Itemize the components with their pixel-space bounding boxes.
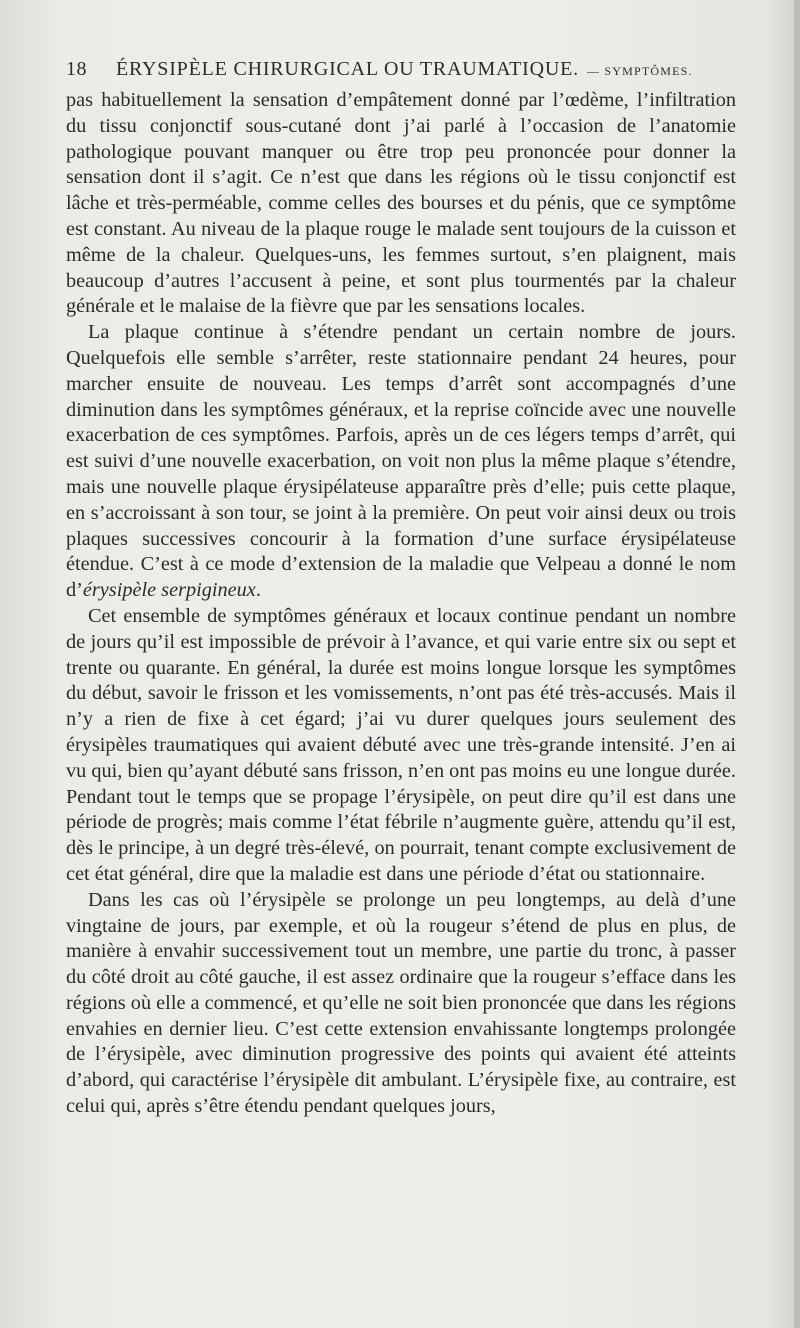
emphasized-term: érysipèle serpigineux bbox=[82, 579, 256, 602]
running-header bbox=[66, 58, 736, 81]
paragraph-tail: . bbox=[255, 579, 261, 602]
body-text bbox=[66, 88, 736, 1120]
paragraph: Cet ensemble de symptômes généraux et locaux continue pendant un nombre de jours qu’il est impossible de prévoir à l’avance, et qui varie entre six ou sept et trente ou quarante. En général, la durée est moins longue lorsque les symptômes du début, savoir le frisson et les vomissements, n’ont pas été très-accusés. Mais il n’y a rien de fixe à cet égard; j’ai vu durer quelques jours seulement des érysipèles traumatiques qui avaient débuté avec une très-grande intensité. J’en ai vu qui, bien qu’ayant débuté sans frisson, n’en ont pas moins eu une longue durée. Pendant tout le temps que se propage l’érysipèle, on peut dire qu’il est dans une période de progrès; mais comme l’état fébrile n’augmente guère, attendu qu’il est, dès le principe, à un degré très-élevé, on pourrait, tenant compte exclusivement de cet état général, dire que la maladie est dans une période d’état ou stationnaire. bbox=[66, 604, 736, 885]
paragraph: Dans les cas où l’érysipèle se prolonge un peu longtemps, au delà d’une vingtaine de jours, par exemple, et où la rougeur s’étend de plus en plus, de manière à envahir successivement tout un membre, une partie du tronc, à passer du côté droit au côté gauche, il est assez ordinaire que la rougeur s’efface dans les régions où elle a commencé, et qu’elle ne soit bien prononcée que dans les régions envahies en dernier lieu. C’est cette extension envahissante longtemps prolongée de l’érysipèle, avec diminution progressive des points qui avaient été atteints d’abord, qui caractérise l’érysipèle dit ambulant. L’érysipèle fixe, au contraire, est celui qui, après s’être étendu pendant quelques jours, bbox=[66, 888, 736, 1118]
page-number: 18 bbox=[66, 58, 87, 80]
section-label: — SYMPTÔMES. bbox=[586, 64, 693, 78]
paragraph: pas habituellement la sensation d’empâtement donné par l’œdème, l’infiltration du tissu conjonctif sous-cutané dont j’ai parlé à l’occasion de l’anatomie pathologique pouvant manquer ou être trop peu prononcée pour donner la sensation dont il s’agit. Ce n’est que dans les régions où le tissu conjonctif est lâche et très-perméable, comme celles des bourses et du pénis, que ce symptôme est constant. Au niveau de la plaque rouge le malade sent toujours de la cuisson et même de la chaleur. Quelques-uns, les femmes surtout, s’en plaignent, mais beaucoup d’autres l’accusent à peine, et sont plus tourmentés par la chaleur générale et le malaise de la fièvre que par les sensations locales. bbox=[66, 89, 736, 318]
paragraph-text: La plaque continue à s’étendre pendant un certain nombre de jours. Quelquefois elle semble s’arrêter, reste stationnaire pendant 24 heures, pour marcher ensuite de nouveau. Les temps d’arrêt sont accompagnés d’une diminution dans les symptômes généraux, et la reprise coïncide avec une nouvelle exacerbation de ces symptômes. Parfois, après un de ces légers temps d’arrêt, qui est suivi d’une nouvelle exacerbation, on voit non plus la même plaque s’étendre, mais une nouvelle plaque érysipélateuse apparaître près d’elle; puis cette plaque, en s’accroissant à son tour, se joint à la première. On peut voir ainsi deux ou trois plaques successives concourir à la formation d’une surface érysipélateuse étendue. C’est à ce mode d’extension de la maladie que Velpeau a donné le nom d’ bbox=[66, 321, 736, 602]
running-title: ÉRYSIPÈLE CHIRURGICAL OU TRAUMATIQUE. bbox=[116, 58, 579, 80]
page-edge bbox=[794, 0, 800, 1328]
paragraph bbox=[66, 320, 736, 604]
